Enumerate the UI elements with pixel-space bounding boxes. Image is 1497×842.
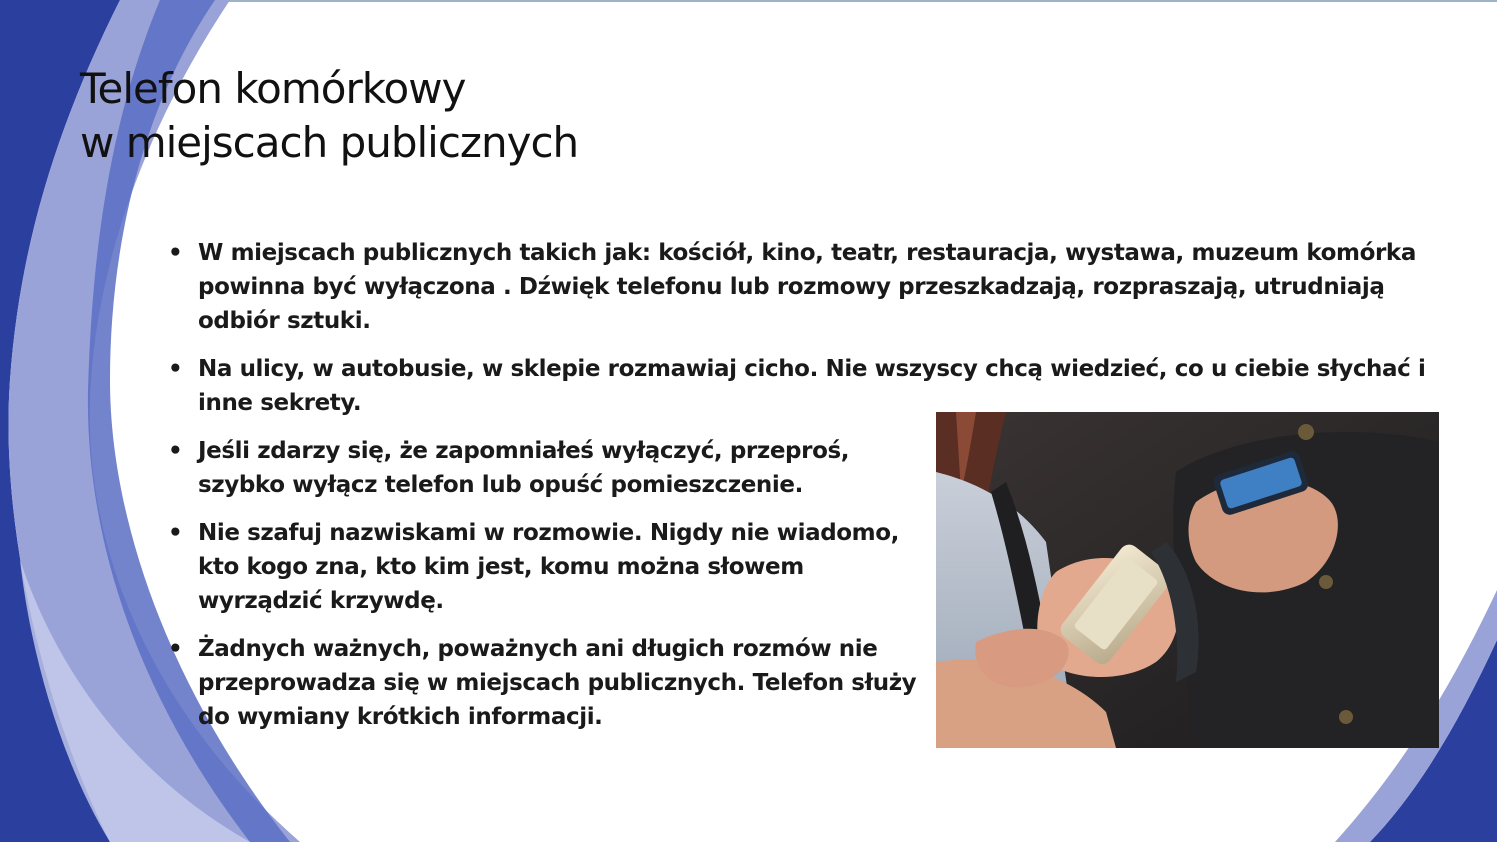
- bullet-public-places: • W miejscach publicznych takich jak: kościół, kino, teatr, restauracja, wystawa, muzeum komórka powinna być wyłączona . Dźwięk telefonu lub rozmowy przeszkadzają, rozpraszają, utrudniają odbiór sztuki.: [168, 236, 1448, 338]
- bullet-street-bus-shop: • Na ulicy, w autobusie, w sklepie rozmawiaj cicho. Nie wszyscy chcą wiedzieć, co u ciebie słychać i inne sekrety.: [168, 352, 1448, 420]
- title-line-1: Telefon komórkowy: [80, 64, 466, 113]
- bullet-short-info: • Żadnych ważnych, poważnych ani długich rozmów nie przeprowadza się w miejscach publicznych. Telefon służy do wymiany krótkich informacji.: [168, 632, 928, 734]
- bullet-forgot-to-turn-off: • Jeśli zdarzy się, że zapomniałeś wyłączyć, przeproś, szybko wyłącz telefon lub opuść pomieszczenie.: [168, 434, 928, 502]
- people-using-smartphones-photo: [936, 412, 1439, 748]
- bullet-names: • Nie szafuj nazwiskami w rozmowie. Nigdy nie wiadomo, kto kogo zna, kto kim jest, komu można słowem wyrządzić krzywdę.: [168, 516, 928, 618]
- photo-illustration: [936, 412, 1439, 748]
- slide-title: [80, 62, 578, 170]
- title-line-2: w miejscach publicznych: [80, 118, 579, 167]
